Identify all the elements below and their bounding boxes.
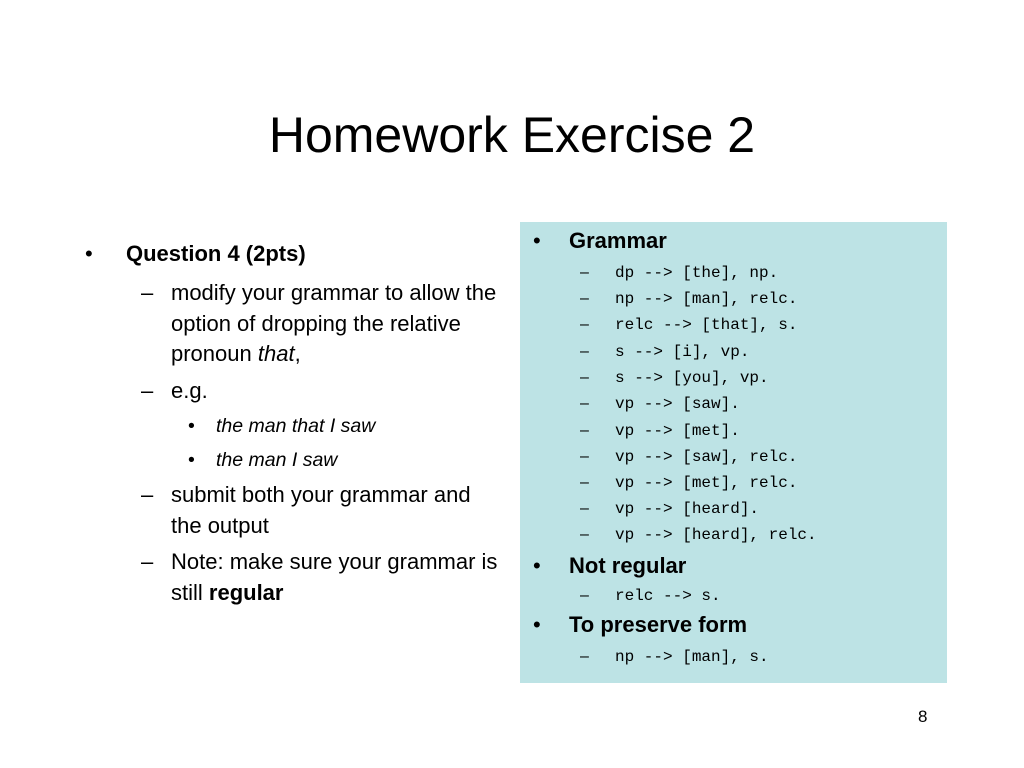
dash-marker: – [580, 526, 589, 543]
dash-marker: – [580, 474, 589, 491]
rule-text: vp --> [saw]. [615, 395, 740, 413]
grammar-rule [580, 647, 769, 667]
item-text: e.g. [171, 377, 208, 403]
bullet-dot: • [188, 449, 195, 471]
rule-text: relc --> s. [615, 587, 721, 605]
question-bullet [85, 236, 505, 272]
grammar-rule [580, 289, 797, 309]
rule-text: s --> [i], vp. [615, 343, 750, 361]
grammar-rule [580, 368, 769, 388]
rule-text: vp --> [met], relc. [615, 474, 798, 492]
grammar-rule [580, 342, 749, 362]
page-number: 8 [918, 707, 928, 726]
dash-marker: – [580, 395, 589, 412]
item-text: modify your grammar to allow the option of dropping the relative pronoun [171, 280, 497, 366]
rule-text: s --> [you], vp. [615, 369, 769, 387]
dash-marker: – [580, 448, 589, 465]
list-item [85, 376, 505, 407]
item-text: Note: make sure your grammar is still [171, 549, 498, 605]
left-column [85, 236, 505, 608]
grammar-rule [580, 421, 740, 441]
rule-text: vp --> [saw], relc. [615, 448, 798, 466]
italic-word: that [257, 341, 295, 366]
grammar-heading [533, 226, 667, 256]
slide-title: Homework Exercise 2 [268, 107, 756, 163]
bullet-dot: • [533, 612, 541, 637]
question-heading: Question 4 (2pts) [126, 241, 306, 266]
item-text: submit both your grammar and the output [171, 482, 471, 538]
grammar-rule [580, 263, 778, 283]
heading-text: To preserve form [569, 612, 748, 637]
dash-marker: – [580, 264, 589, 281]
rule-text: np --> [man], relc. [615, 290, 798, 308]
grammar-rule [580, 473, 797, 493]
dash-marker: – [580, 369, 589, 386]
grammar-rule [580, 586, 721, 606]
preserve-heading [533, 610, 747, 640]
example-item [85, 446, 505, 474]
list-item [85, 278, 505, 370]
list-item [85, 480, 505, 541]
grammar-rule [580, 447, 797, 467]
list-item [85, 547, 505, 608]
rule-text: relc --> [that], s. [615, 316, 798, 334]
heading-text: Not regular [569, 553, 687, 578]
dash-marker: – [580, 316, 589, 333]
bullet-dot: • [188, 415, 195, 437]
bullet-dot: • [533, 228, 541, 253]
bullet-dot: • [533, 553, 541, 578]
dash-marker: – [580, 343, 589, 360]
bold-word: regular [208, 579, 284, 605]
rule-text: vp --> [met]. [615, 422, 740, 440]
dash-marker: – [580, 500, 589, 517]
dash-marker: – [141, 280, 154, 305]
dash-marker: – [580, 587, 589, 604]
item-punct: , [294, 341, 301, 366]
grammar-rule [580, 315, 797, 335]
example-text: the man that I saw [216, 415, 376, 437]
example-item [85, 412, 505, 440]
grammar-rule [580, 525, 817, 545]
not-regular-heading [533, 551, 686, 581]
dash-marker: – [580, 648, 589, 665]
dash-marker: – [141, 482, 154, 507]
grammar-panel [520, 222, 947, 683]
rule-text: dp --> [the], np. [615, 264, 779, 282]
example-text: the man I saw [216, 449, 338, 471]
bullet-dot: • [85, 241, 93, 266]
dash-marker: – [580, 290, 589, 307]
grammar-rule [580, 499, 759, 519]
grammar-rule [580, 394, 740, 414]
rule-text: vp --> [heard]. [615, 500, 760, 518]
rule-text: np --> [man], s. [615, 648, 769, 666]
heading-text: Grammar [569, 228, 667, 253]
rule-text: vp --> [heard], relc. [615, 526, 817, 544]
dash-marker: – [141, 549, 154, 574]
dash-marker: – [141, 377, 154, 403]
dash-marker: – [580, 422, 589, 439]
